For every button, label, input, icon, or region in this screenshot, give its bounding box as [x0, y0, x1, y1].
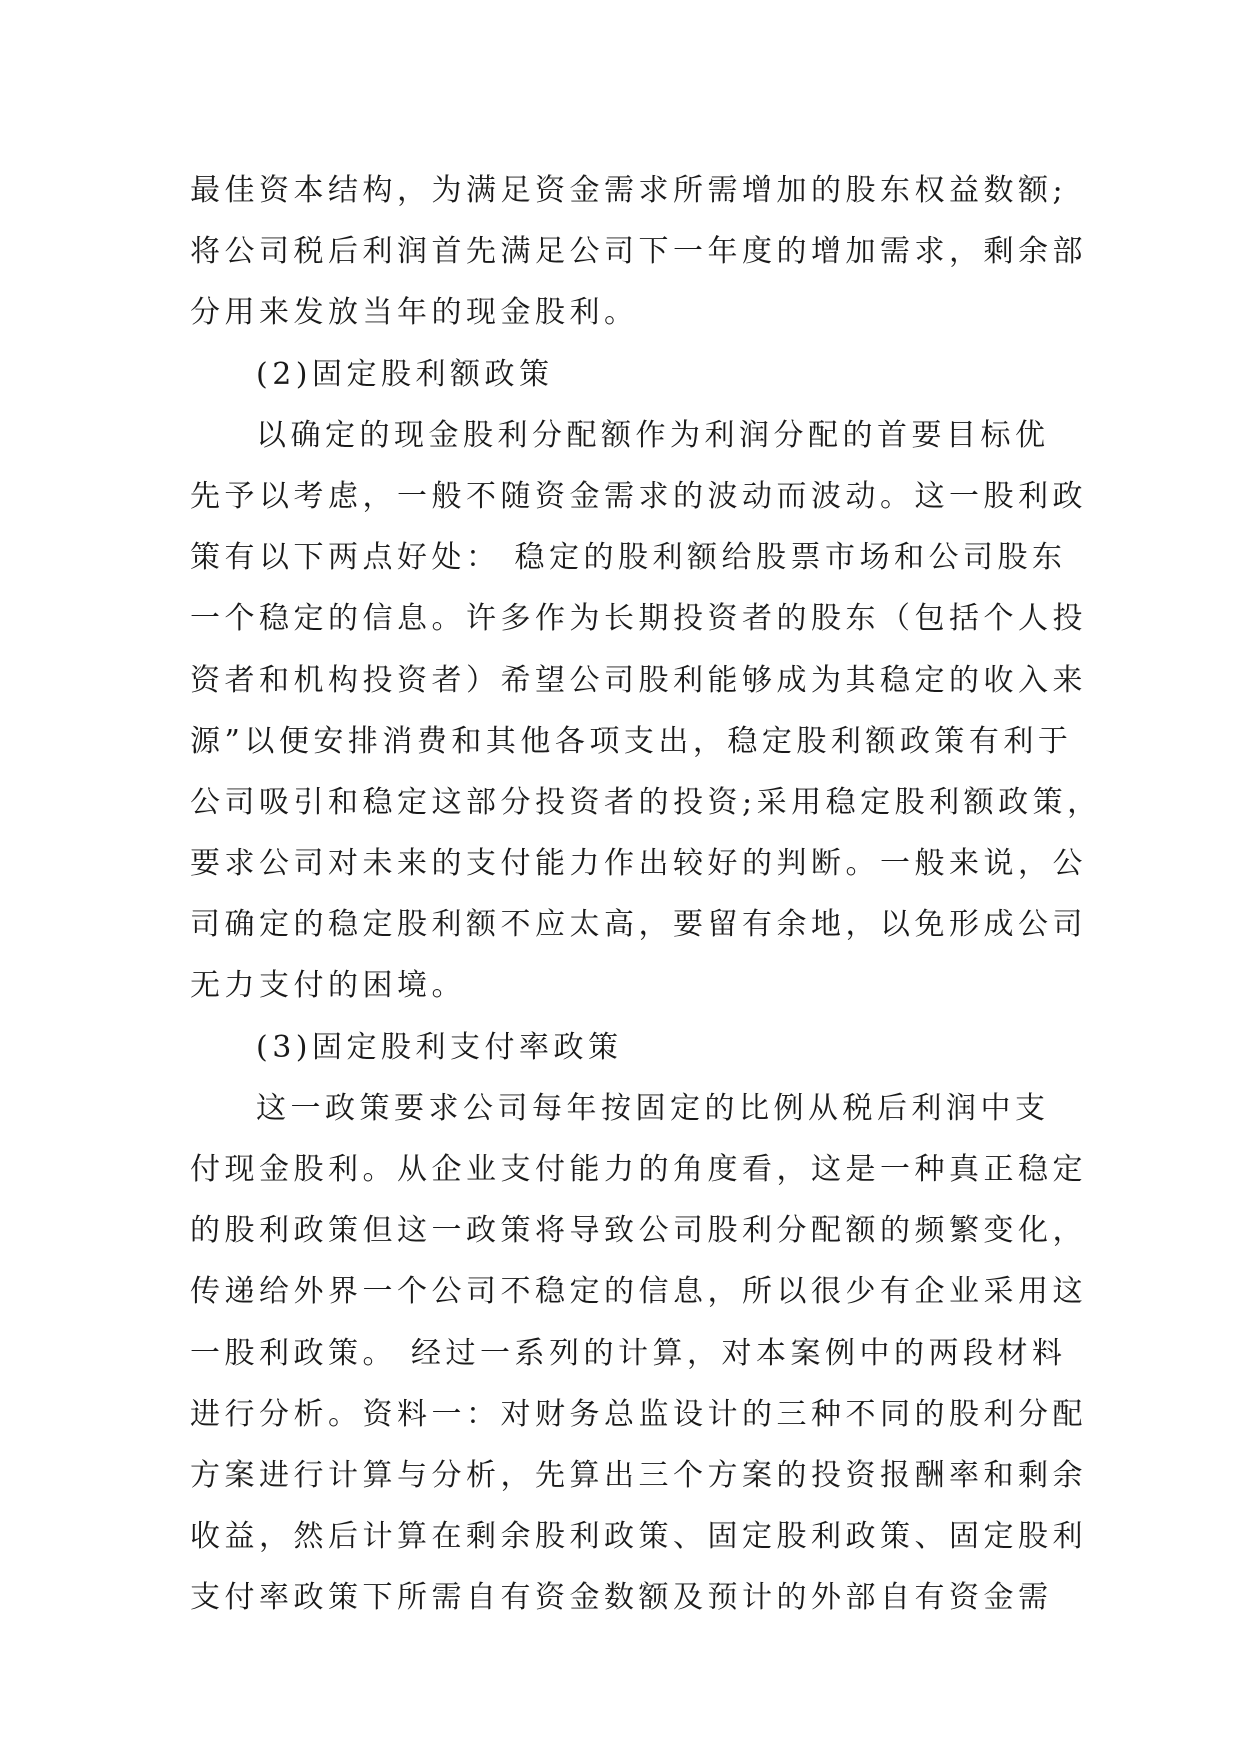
- text-line: 要求公司对未来的支付能力作出较好的判断。一般来说，公: [190, 846, 1087, 882]
- document-body: [190, 160, 1102, 1629]
- text-line: 进行分析。资料一：对财务总监设计的三种不同的股利分配: [190, 1396, 1087, 1432]
- text-line: 资者和机构投资者）希望公司股利能够成为其稳定的收入来: [190, 662, 1087, 698]
- text-line: 方案进行计算与分析，先算出三个方案的投资报酬率和剩余: [190, 1457, 1087, 1493]
- section-heading: (3)固定股利支付率政策: [256, 1029, 623, 1065]
- text-line: 策有以下两点好处： 稳定的股利额给股票市场和公司股东: [190, 540, 1067, 576]
- text-line: 以确定的现金股利分配额作为利润分配的首要目标优: [256, 417, 1050, 453]
- text-line: 先予以考虑，一般不随资金需求的波动而波动。这一股利政: [190, 478, 1087, 514]
- text-line: 传递给外界一个公司不稳定的信息，所以很少有企业采用这: [190, 1274, 1087, 1310]
- text-line: 收益，然后计算在剩余股利政策、固定股利政策、固定股利: [190, 1519, 1087, 1555]
- text-line: 分用来发放当年的现金股利。: [190, 295, 639, 331]
- text-line: 最佳资本结构，为满足资金需求所需增加的股东权益数额;: [190, 173, 1068, 208]
- text-line: 公司吸引和稳定这部分投资者的投资;采用稳定股利额政策，: [190, 784, 1102, 820]
- text-line: 一个稳定的信息。许多作为长期投资者的股东（包括个人投: [190, 601, 1087, 637]
- text-line: 司确定的稳定股利额不应太高，要留有余地，以免形成公司: [190, 907, 1087, 943]
- text-line: 将公司税后利润首先满足公司下一年度的增加需求，剩余部: [190, 234, 1087, 270]
- text-line: 一股利政策。 经过一系列的计算，对本案例中的两段材料: [190, 1335, 1067, 1371]
- section-heading: (2)固定股利额政策: [256, 356, 554, 392]
- text-line: 付现金股利。从企业支付能力的角度看，这是一种真正稳定: [190, 1152, 1087, 1187]
- text-line: 无力支付的困境。: [190, 968, 466, 1004]
- text-line: 支付率政策下所需自有资金数额及预计的外部自有资金需: [190, 1580, 1053, 1616]
- text-line: 这一政策要求公司每年按固定的比例从税后利润中支: [256, 1090, 1050, 1126]
- text-line: 的股利政策但这一政策将导致公司股利分配额的频繁变化，: [190, 1213, 1087, 1249]
- text-line: 源”以便安排消费和其他各项支出，稳定股利额政策有利于: [190, 723, 1073, 759]
